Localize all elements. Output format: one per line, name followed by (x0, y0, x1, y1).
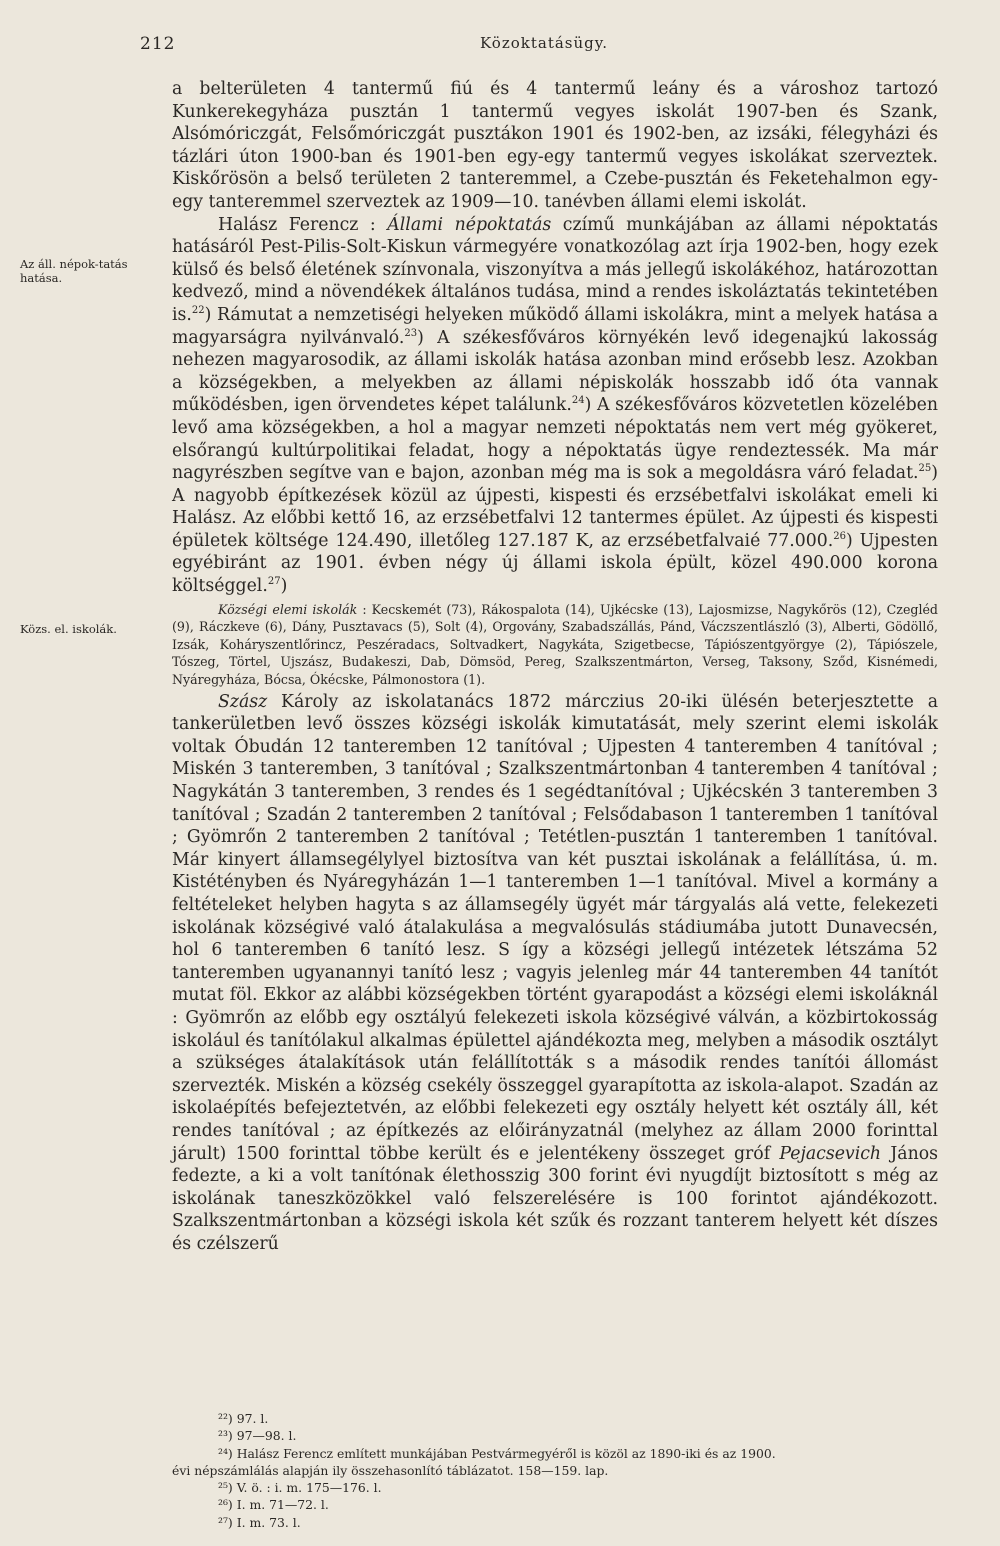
footnote-24: ²⁴) Halász Ferencz említett munkájában Pestvármegyéről is közöl az 1890-iki és az 1900. (218, 1445, 776, 1461)
footnote-ref: 24 (571, 395, 585, 407)
footnote-ref: 23 (404, 327, 418, 339)
footnote-ref: 27 (267, 576, 281, 588)
text-run: ) (280, 576, 288, 597)
school-list (172, 598, 938, 691)
text-run: ) A nagyobb építkezések közül az újpesti, kispesti és erzsébetfalvi iskolákat emeli ki Halász. Az előbbi kettő 16, az erzsébetfalvi 12 tantermes épület. Az újpesti és kispesti épületek költsége 124.490, illetőleg 127.187 K, az erzsébetfalvaié 77.000. (172, 463, 938, 551)
footnote-ref: 25 (918, 463, 932, 475)
text-run: Károly az iskolatanács 1872 márczius 20-iki ülésén beterjesztette a tankerületben levő összes községi iskolák kimutatását, mely szerint elemi iskolák voltak Óbudán 12 tanteremben 12 tanítóval ; Ujpesten 4 tanteremben 4 tanítóval ; Miskén 3 tanteremben, 3 tanítóval ; Szalkszentmártonban 4 tanteremben 4 tanítóval ; Nagykátán 3 tanteremben, 3 rendes és 1 segédtanítóval ; Ujkécskén 3 tanteremben 3 tanítóval ; Szadán 2 tanteremben 2 tanítóval ; Felsődabason 1 tanteremben 1 tanítóval ; Gyömrőn 2 tanteremben 2 tanítóval ; Tetétlen-pusztán 1 tanteremben 1 tanítóval. Már kinyert államsegélylyel biztosítva van két pusztai iskolának a felállítása, ú. m. Kistétényben és Nyáregyházán 1—1 tanteremben 1—1 tanítóval. Mivel a kormány a feltételeket helyben hagyta s az államsegély ügyét már tárgyalás alá vette, felekezeti iskolának községivé való átalakulása a megvalósulás stádiumába jutott Dunavecsén, hol 6 tanteremben 6 tanító lesz. S így a községi jellegű intézetek létszáma 52 tanteremben ugyanannyi tanító lesz ; vagyis jelenleg már 44 tanteremben 44 tanítót mutat föl. Ekkor az alábbi községekben történt gyarapodást a községi elemi iskoláknál : Gyömrőn az előbb egy osztályú felekezeti iskola községivé válván, a közbirtokosság iskolául és tanítólakul alkalmas épülettel ajándékozta meg, melyben a második osztályt a szükséges átalakítások után felállították s a második rendes tanítói állomást szervezték. Miskén a község csekély összeggel gyarapította az iskola-alapot. Szadán az iskolaépítés befejeztetvén, az előbbi felekezeti egy osztály helyett két osztály áll, két rendes tanítóval ; az építkezés az előirányzatnál (melyhez az állam 2000 forinttal járult) 1500 forinttal többe került és e jelentékeny összeget gróf (172, 691, 938, 1164)
margin-note-community-schools: Közs. el. iskolák. (20, 622, 117, 636)
text-run: ) A székesfőváros környékén levő idegenajkú lakosság nehezen magyarosodik, az állami iskolák hatása azonban mind erősebb lesz. Azokban a községekben, a melyekben az állami népiskolák hosszabb idő óta vannak működésben, igen örvendetes képet találunk. (172, 327, 938, 416)
text-run: ) A székesfőváros közvetetlen közelében levő ama községekben, a hol a magyar nemzeti népoktatás nem vert még gyökeret, elsőrangú kultúrpolitikai feladat, hogy a népoktatás ügye rendeztessék. Ma már nagyrészben segítve van e bajon, azonban még ma is sok a megoldásra váró feladat. (172, 395, 938, 484)
text-run: ) Rámutat a nemzetiségi helyeken működő állami iskolákra, mint a melyek hatása a magyarságra nyilvánvaló. (172, 304, 938, 348)
footnote-26: ²⁶) I. m. 71—72. l. (218, 1497, 329, 1513)
text-run: czímű munkájában az állami népoktatás hatásáról Pest-Pilis-Solt-Kiskun vármegyére vonatkozólag azt írja 1902-ben, hogy ezek külső és belső életének színvonala, viszonyítva a más jellegű iskolákéhoz, határozottan kedvező, mind a növendékek általános tudása, mind a rendes iskoláztatás tekintetében is. (172, 214, 938, 325)
person-name: Szász (218, 691, 268, 712)
paragraph (172, 691, 938, 1256)
text-run: János fedezte, a ki a volt tanítónak élethosszig 300 forint évi nyugdíjt biztosított s még az iskolának taneszközökkel való felszerelésére is 100 forintot ajándékozott. Szalkszentmártonban a községi iskola két szűk és rozzant tanterem helyett két díszes és czélszerű (172, 1143, 938, 1254)
text-run: ) Ujpesten egyébiránt az 1901. évben négy új állami iskola épült, közel 490.000 korona költséggel. (172, 530, 939, 597)
paragraph: a belterületen 4 tantermű fiú és 4 tantermű leány és a városhoz tartozó Kunkerekegyháza pusztán 1 tantermű vegyes iskolát 1907-ben és Szank, Alsómóriczgát, Felsőmóriczgát pusztákon 1901 és 1902-ben, az izsáki, félegyházi és tázlári úton 1900-ban és 1901-ben egy-egy tantermű vegyes iskolákat szerveztek. Kiskőrösön a belső területen 2 tanteremmel, a Czebe-pusztán és Feketehalmon egy-egy tanteremmel szerveztek az 1909—10. tanévben állami elemi iskolát. (172, 79, 938, 212)
footnote-23: ²³) 97—98. l. (218, 1428, 297, 1444)
body-text (172, 78, 938, 1255)
footnote-ref: 26 (833, 531, 846, 543)
list-text: : Kecskemét (73), Rákospalota (14), Ujkécske (13), Lajosmizse, Nagykőrös (12), Czegléd (9), Ráczkeve (6), Dány, Pusztavacs (5), Solt (4), Orgovány, Szabadszállás, Pánd, Váczszentlászló (3), Alberti, Gödöllő, Izsák, Koháryszentlőrincz, Peszéradacs, Soltvadkert, Nagykáta, Szigetbecse, Tápiószentgyörgye (2), Tápiószele, Tószeg, Törtel, Ujszász, Budakeszi, Dab, Dömsöd, Pereg, Szalkszentmárton, Verseg, Taksony, Sződ, Kisnémedi, Nyáregyháza, Bócsa, Ókécske, Pálmonostora (1). (172, 601, 938, 688)
footnote-ref: 22 (191, 305, 205, 317)
footnotes (172, 1410, 938, 1531)
footnote-22: ²²) 97. l. (218, 1411, 269, 1426)
page-number: 212 (140, 34, 176, 54)
footnote-27: ²⁷) I. m. 73. l. (218, 1514, 301, 1530)
running-head: Közoktatásügy. (480, 34, 609, 52)
work-title: Állami népoktatás (387, 214, 552, 235)
list-label: Községi elemi iskolák (218, 601, 358, 617)
paragraph (172, 214, 938, 598)
margin-note-state-education: Az áll. népok-tatás hatása. (20, 257, 128, 285)
count-name: Pejacsevich (779, 1143, 882, 1164)
footnote-25: ²⁵) V. ö. : i. m. 175—176. l. (218, 1480, 382, 1496)
footnote-24-continued: évi népszámlálás alapján ily összehasonlító táblázatot. 158—159. lap. (172, 1462, 609, 1478)
page-header (140, 34, 950, 58)
author-name: Halász Ferencz : (218, 214, 388, 235)
